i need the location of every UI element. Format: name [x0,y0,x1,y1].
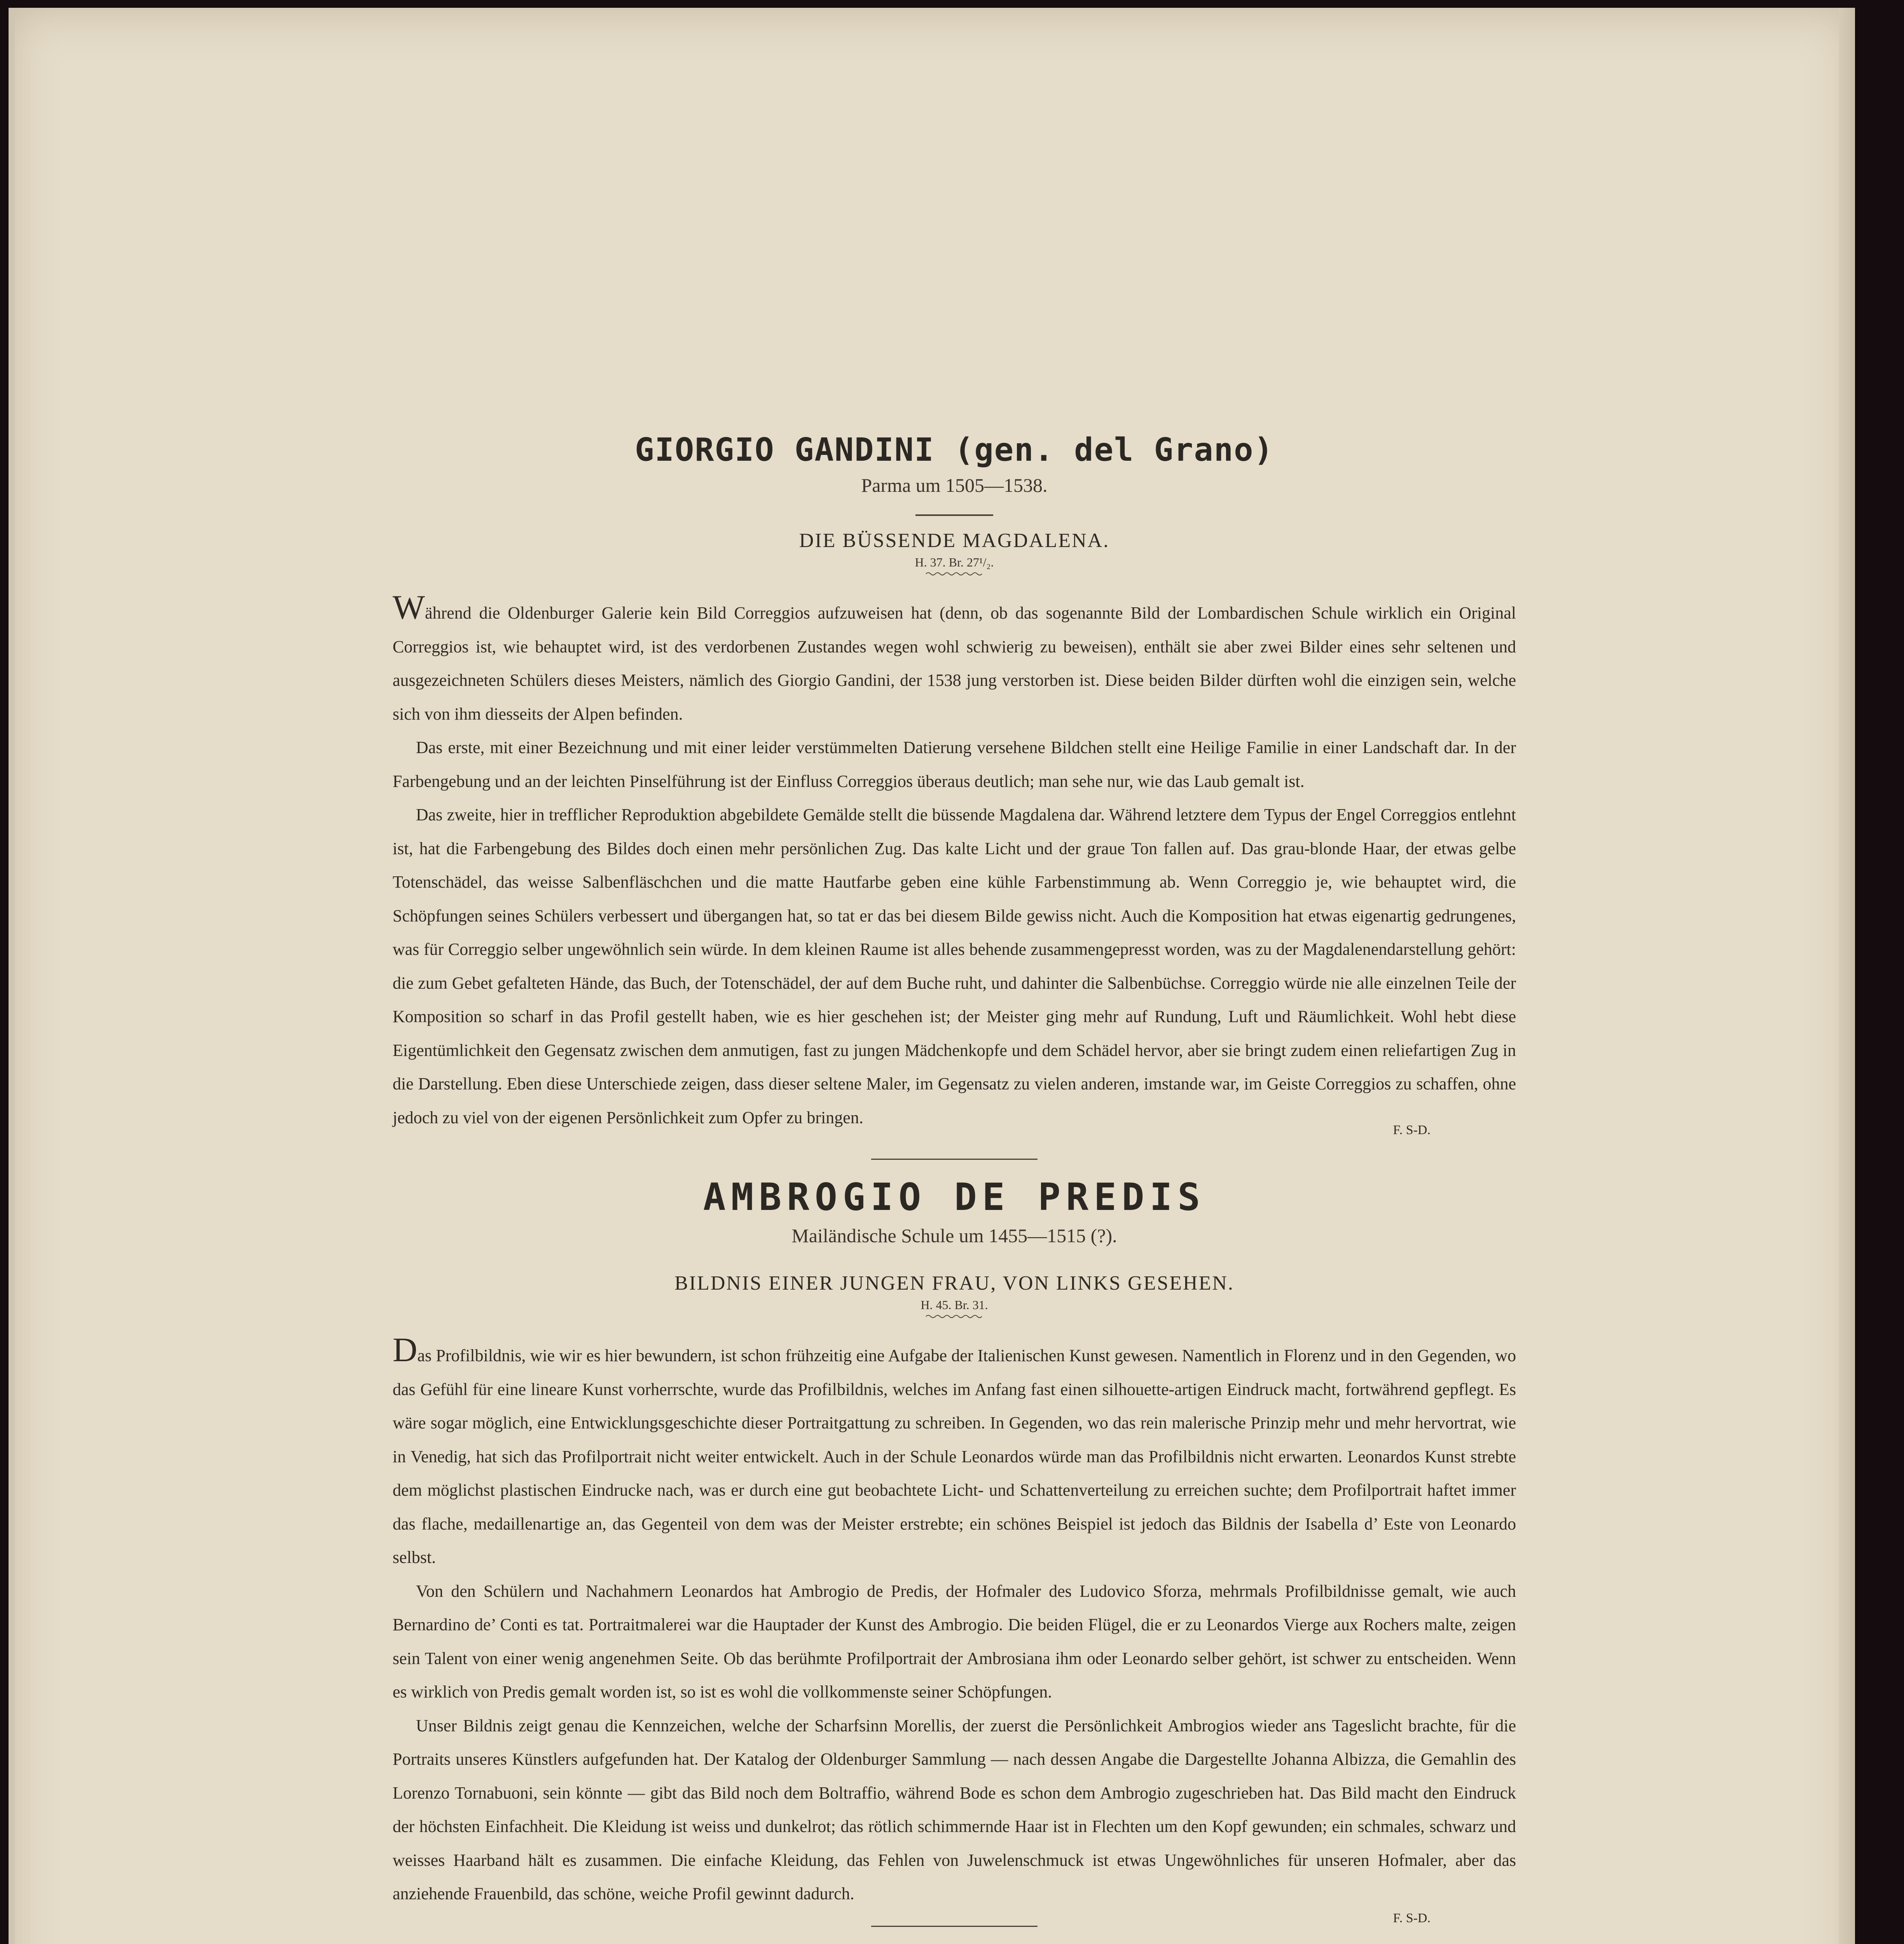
drop-cap: D [393,1331,417,1369]
paragraph: Von den Schülern und Nachahmern Leonardos hat Ambrogio de Predis, der Hofmaler des Ludovico Sforza, mehrmals Profilbildnisse gemalt, wie auch Bernardino de’ Conti es tat. Portraitmalerei war die Hauptader der Kunst des Ambrogio. Die beiden Flügel, die er zu Leonardos Vierge aux Rochers malte, zeigen sein Talent von einer wenig angenehmen Seite. Ob das berühmte Profilportrait der Ambrosiana ihm oder Leonardo selber gehört, ist schwer zu entscheiden. Wenn es wirklich von Predis gemalt worden ist, so ist es wohl die vollkommenste seiner Schöpfungen. [393,1581,1516,1701]
paragraph-text: ährend die Oldenburger Galerie kein Bild Correggios aufzuweisen hat (denn, ob das sogenannte Bild der Lombardischen Schule wirklich ein Original Correggios ist, wie behauptet wird, ist des verdorbenen Zustandes wegen wohl schwierig zu beweisen), enthält sie aber zwei Bilder eines sehr seltenen und ausgezeichneten Schülers dieses Meisters, nämlich des Giorgio Gandini, der 1538 jung verstorben ist. Diese beiden Bilder dürften wohl die einzigen sein, welche sich von ihm diesseits der Alpen befinden. [393,603,1516,724]
paragraph: Das zweite, hier in trefflicher Reproduktion abgebildete Gemälde stellt die büssende Magdalena dar. Während letztere dem Typus der Engel Correggios entlehnt ist, hat die Farbengebung des Bildes doch einen mehr persönlichen Zug. Das kalte Licht und der graue Ton fallen auf. Das grau-blonde Haar, der etwas gelbe Totenschädel, das weisse Salbenfläschchen und die matte Hautfarbe geben eine kühle Farbenstimmung ab. Wenn Correggio je, wie behauptet wird, die Schöpfungen seines Schülers verbessert und übergangen hat, so tat er das bei diesem Bilde gewiss nicht. Auch die Komposition hat etwas eigenartig gedrungenes, was für Correggio selber ungewöhnlich sein würde. In dem kleinen Raume ist alles behende zusammengepresst worden, was zu der Magdalenendarstellung gehört: die zum Gebet gefalteten Hände, das Buch, der Totenschädel, der auf dem Buche ruht, und dahinter die Salbenbüchse. Correggio würde nie alle einzelnen Teile der Komposition so scharf in das Profil gestellt haben, wie es hier geschehen ist; der Meister ging mehr auf Rundung, Luft und Räumlichkeit. Wohl hebt diese Eigentümlichkeit den Gegensatz zwischen dem anmutigen, fast zu jungen Mädchenkopfe und dem Schädel hervor, aber sie bringt zudem einen reliefartigen Zug in die Darstellung. Eben diese Unterschiede zeigen, dass dieser seltene Maler, im Gegensatz zu vielen anderen, imstande war, im Geiste Correggios zu schaffen, ohne jedoch zu viel von der eigenen Persönlichkeit zum Opfer zu bringen. [393,805,1516,1127]
paragraph: Unser Bildnis zeigt genau die Kennzeichen, welche der Scharfsinn Morellis, der zuerst die Persönlichkeit Ambrogios wieder ans Tageslicht brachte, für die Portraits unseres Künstlers aufgefunden hat. Der Katalog der Oldenburger Sammlung — nach dessen Angabe die Dargestellte Johanna Albizza, die Gemahlin des Lorenzo Tornabuoni, sein könnte — gibt das Bild noch dem Boltraffio, während Bode es schon dem Ambrogio zugeschrieben hat. Das Bild macht den Eindruck der höchsten Einfachheit. Die Kleidung ist weiss und dunkelrot; das rötlich schimmernde Haar ist in Flechten um den Kopf gewunden; ein schmales, schwarz und weisses Haarband hält es zusammen. Die einfache Kleidung, das Fehlen von Juwelenschmuck ist etwas Ungewöhnliches für unseren Hofmaler, aber das anziehende Frauenbild, das schöne, weiche Profil gewinnt dadurch. [393,1716,1516,1903]
work-dimensions-magdalena: H. 37. Br. 27¹/₂. [915,555,994,569]
ornament-squiggle [925,571,983,577]
section-title-predis: AMBROGIO DE PREDIS [703,1175,1206,1219]
section-subtitle-predis: Mailändische Schule um 1455—1515 (?). [791,1225,1117,1246]
paragraph-text: as Profilbildnis, wie wir es hier bewundern, ist schon frühzeitig eine Aufgabe der Italienischen Kunst gewesen. Namentlich in Florenz und in den Gegenden, wo das Gefühl für eine lineare Kunst vorherrschte, wurde das Profilbildnis, welches im Anfang fast einen silhouette-artigen Eindruck macht, fortwährend gepflegt. Es wäre sogar möglich, eine Entwicklungsgeschichte dieser Portraitgattung zu schreiben. In Gegenden, wo das rein malerische Prinzip mehr und mehr hervortrat, wie in Venedig, hat sich das Profilportrait nicht weiter entwickelt. Auch in der Schule Leonardos würde man das Profilbildnis nicht erwarten. Leonardos Kunst strebte dem möglichst plastischen Eindrucke nach, was er durch eine gut beobachtete Licht- und Schattenverteilung zu erreichen suchte; dem Profilportrait haftet immer das flache, medaillenartige an, das Gegenteil von dem was der Meister erstrebte; ein schönes Beispiel ist jedoch das Bildnis der Isabella d’ Este von Leonardo selbst. [393,1346,1516,1567]
page-content [393,432,1516,1944]
page-left-edge [9,8,15,1944]
drop-cap: W [393,589,425,626]
section-separator [871,1159,1038,1160]
work-title-magdalena: DIE BÜSSENDE MAGDALENA. [799,530,1110,552]
paragraph [393,1331,1516,1575]
work-title-bildnis: BILDNIS EINER JUNGEN FRAU, VON LINKS GESEHEN. [674,1272,1234,1294]
paragraph [393,589,1516,731]
book-page [9,8,1855,1944]
title-rule [915,514,993,516]
section-title-gandini: GIORGIO GANDINI (gen. del Grano) [635,432,1274,469]
page-right-edge [1839,8,1855,1944]
paragraph: Das erste, mit einer Bezeichnung und mit einer leider verstümmelten Datierung versehene Bildchen stellt eine Heilige Familie in einer Landschaft dar. In der Farbengebung und an der leichten Pinselführung ist der Einfluss Correggios überaus deutlich; man sehe nur, wie das Laub gemalt ist. [393,738,1516,791]
author-signature: F. S-D. [1393,1911,1431,1925]
ornament-squiggle [925,1314,983,1319]
section-subtitle-gandini: Parma um 1505—1538. [861,474,1048,496]
author-signature: F. S-D. [1393,1123,1431,1137]
section-separator [871,1926,1038,1927]
work-dimensions-bildnis: H. 45. Br. 31. [921,1298,988,1312]
